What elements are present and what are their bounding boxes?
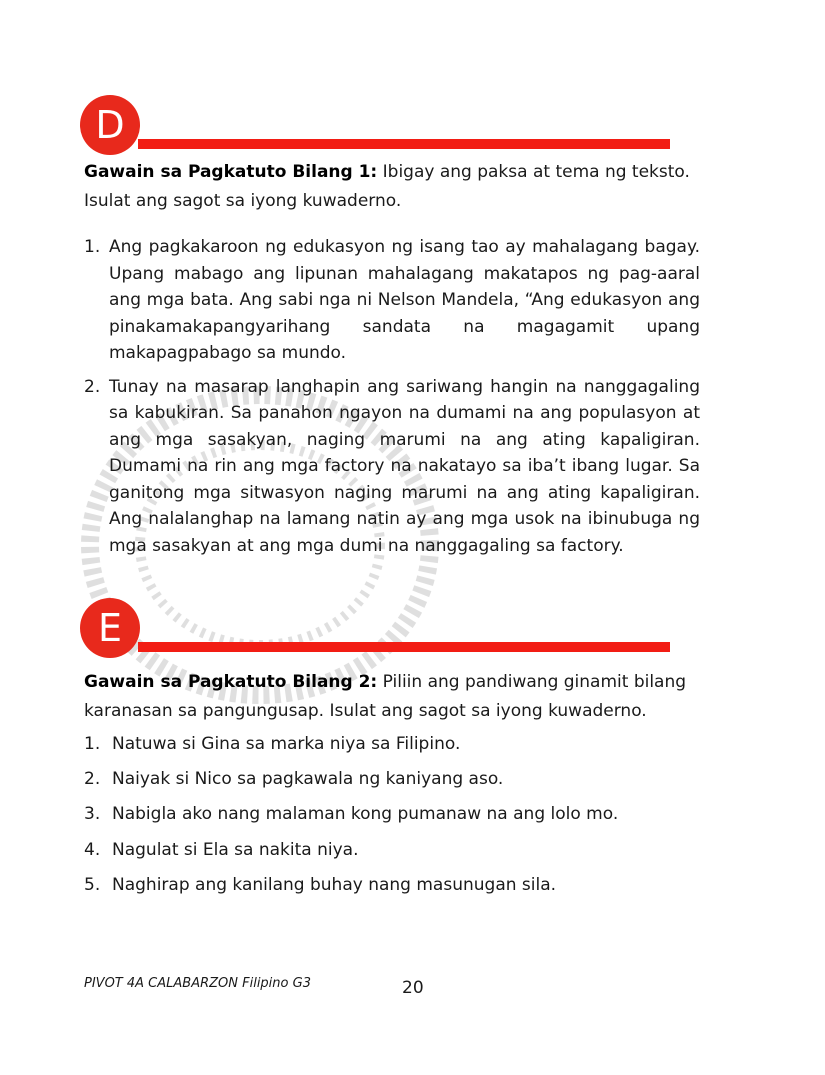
section-d-rule — [138, 139, 670, 149]
list-item — [84, 374, 700, 560]
item-text: Ang pagkakaroon ng edukasyon ng isang tao ay mahalagang bagay. Upang mabago ang lipunan mahalagang makatapos ng pag-aaral ang mga bata. Ang sabi nga ni Nelson Mandela, “Ang edukasyon ang pinakamakapangyarihang sandata na magagamit upang makapagpabago sa mundo. — [109, 237, 700, 363]
section-d-list — [84, 234, 700, 559]
list-item — [84, 802, 700, 826]
item-number: 4. — [84, 839, 101, 860]
section-e-header — [80, 598, 670, 658]
section-d-instruction — [84, 158, 704, 216]
list-item — [84, 234, 700, 367]
section-e-instruction-lead: Gawain sa Pagkatuto Bilang 2: — [84, 672, 378, 692]
item-text: Nagulat si Ela sa nakita niya. — [112, 839, 359, 860]
section-d-header — [80, 95, 670, 155]
item-text: Naghirap ang kanilang buhay nang masunugan sila. — [112, 874, 557, 895]
list-item — [84, 873, 700, 897]
item-number: 2. — [84, 376, 101, 397]
list-item — [84, 767, 700, 791]
item-text: Nabigla ako nang malaman kong pumanaw na ang lolo mo. — [112, 804, 619, 825]
section-e-badge: E — [80, 598, 140, 658]
item-number: 1. — [84, 237, 101, 257]
page-number: 20 — [402, 978, 424, 998]
section-d-instruction-text: Ibigay ang paksa at tema ng teksto. Isulat ang sagot sa iyong kuwaderno. — [84, 162, 690, 211]
item-number: 3. — [84, 804, 101, 825]
list-item — [84, 732, 700, 756]
item-number: 5. — [84, 874, 101, 895]
item-text: Tunay na masarap langhapin ang sariwang hangin na nanggagaling sa kabukiran. Sa panahon ngayon na dumami na ang populasyon at ang mga sasakyan, naging marumi na ang ating kapaligiran. Dumami na rin ang mga factory na nakatayo sa iba’t ibang lugar. Sa ganitong mga sitwasyon naging marumi na ang ating kapaligiran. Ang nalalanghap na lamang natin ay ang mga usok na ibinubuga ng mga sasakyan at ang mga dumi na nanggagaling sa factory. — [109, 376, 700, 556]
section-d-badge: D — [80, 95, 140, 155]
item-number: 1. — [84, 734, 101, 754]
item-text: Natuwa si Gina sa marka niya sa Filipino. — [112, 734, 461, 754]
section-e-instruction — [84, 668, 704, 726]
item-text: Naiyak si Nico sa pagkawala ng kaniyang aso. — [112, 769, 504, 790]
section-e-list — [84, 732, 700, 908]
section-e-instruction-text: Piliin ang pandiwang ginamit bilang karanasan sa pangungusap. Isulat ang sagot sa iyong kuwaderno. — [84, 672, 687, 721]
list-item — [84, 838, 700, 862]
section-e-rule — [138, 642, 670, 652]
item-number: 2. — [84, 769, 101, 790]
section-d-instruction-lead: Gawain sa Pagkatuto Bilang 1: — [84, 162, 378, 182]
footer-label: PIVOT 4A CALABARZON Filipino G3 — [84, 976, 311, 991]
